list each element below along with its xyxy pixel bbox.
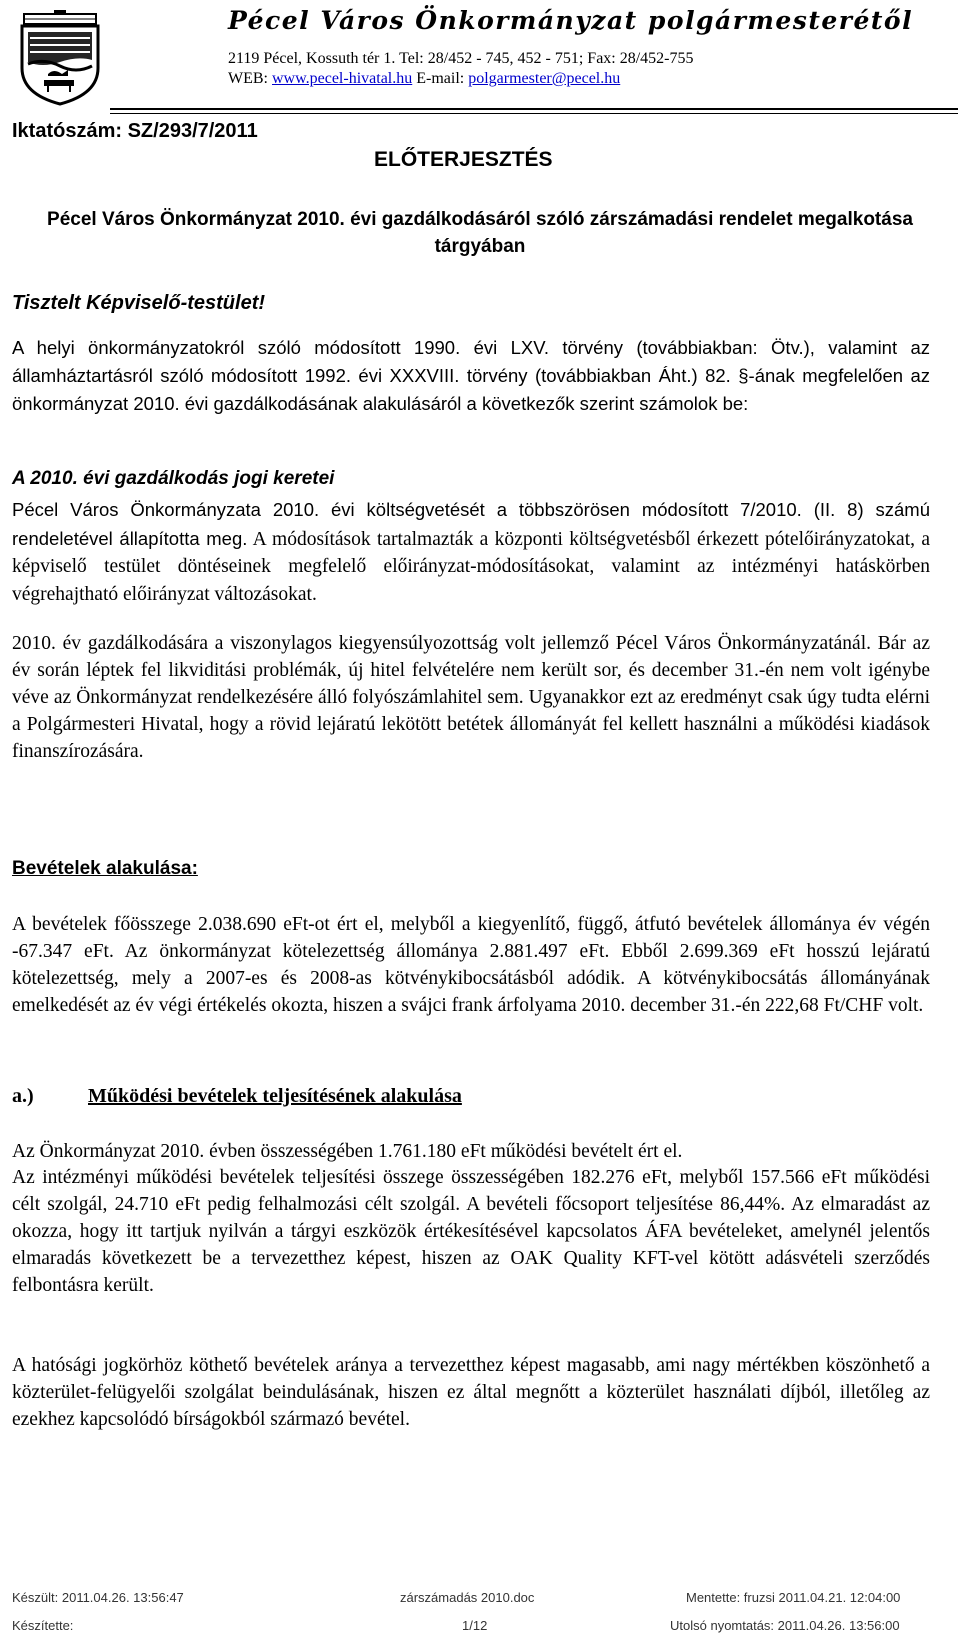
web-link[interactable]: www.pecel-hivatal.hu xyxy=(272,70,413,87)
footer-page-number: 1/12 xyxy=(462,1618,488,1633)
operating-revenue-total: Az Önkormányzat 2010. évben összességében 1.761.180 eFt működési bevételt ért el. xyxy=(12,1141,683,1162)
salutation: Tisztelt Képviselő-testület! xyxy=(12,292,266,314)
reference-number: Iktatószám: SZ/293/7/2011 xyxy=(12,120,258,142)
document-type: ELŐTERJESZTÉS xyxy=(374,148,553,171)
intro-paragraph: A helyi önkormányzatokról szóló módosított 1990. évi LXV. törvény (továbbiakban: Ötv.), valamint az államháztartásról szóló módosított 1992. évi XXXVIII. törvény (továbbiakban Áht.) 82. §-ának megfelelően az önkormányzat 2010. évi gazdálkodásának alakulásáról a következők szerint számolok be: xyxy=(12,337,930,414)
authority-revenue-paragraph: A hatósági jogkörhöz köthető bevételek aránya a tervezetthez képest magasabb, ami nagy mértékben köszönhető a közterület-felügyelői szolgálat beindulásának, hiszen ez által megnőtt a közterület használati díjból, illetőleg az ezekhez kapcsolódó bírságokból származó bevétel. xyxy=(12,1355,930,1430)
footer-saved-by: Mentette: fruzsi 2011.04.21. 12:04:00 xyxy=(686,1590,901,1605)
document-subject: Pécel Város Önkormányzat 2010. évi gazdálkodásáról szóló zárszámadási rendelet megalkotása tárgyában xyxy=(47,209,913,257)
header-divider xyxy=(110,108,958,110)
web-label: WEB: xyxy=(228,70,272,87)
footer-printed: Utolsó nyomtatás: 2011.04.26. 13:56:00 xyxy=(670,1618,900,1633)
header-address: 2119 Pécel, Kossuth tér 1. Tel: 28/452 - 745, 452 - 751; Fax: 28/452-755 xyxy=(228,50,694,67)
email-label: E-mail: xyxy=(412,70,469,87)
institutional-revenue-paragraph: Az intézményi működési bevételek teljesítési összege összességében 182.276 eFt, melyből 157.566 eFt működési célt szolgál, 24.710 eFt pedig felhalmozási célt szolgál. A bevételi főcsoport teljesítése 86,44%. Az elmaradást az okozza, hogy itt tartjuk nyilván a tárgyi eszközök értékesítésével kapcsolatos ÁFA bevételeket, amelynél jelentős elmaradás következett be a tervezetthez képest, hiszen az OAK Quality KFT-vel kötött adásvételi szerződés felbontásra került. xyxy=(12,1167,930,1296)
email-link[interactable]: polgarmester@pecel.hu xyxy=(468,70,621,87)
subsection-title: Működési bevételek teljesítésének alakulása xyxy=(88,1085,462,1107)
legal-paragraph xyxy=(12,496,930,608)
balance-paragraph: 2010. év gazdálkodására a viszonylagos kiegyensúlyozottság volt jellemző Pécel Város Önkormányzatánál. Bár az év során léptek fel likviditási problémák, új hitel felvételére nem került sor, és december 31.-én nem volt igénybe véve az Önkormányzat rendelkezésére álló folyószámlahitel sem. Ugyanakkor ezt az eredményt csak úgy tudta elérni a Polgármesteri Hivatal, hogy a rövid lejáratú lekötött betétek állományát fel kellett használni a működési kiadások finanszírozására. xyxy=(12,633,930,762)
header-divider-thin xyxy=(110,113,958,114)
legal-paragraph-sans: Pécel Város Önkormányzata 2010. évi költségvetését a többszörösen módosított 7/2010. (II. 8) számú rendeletével állapította meg. xyxy=(12,499,930,549)
subsection-label: a.) xyxy=(12,1085,34,1107)
legal-heading: A 2010. évi gazdálkodás jogi keretei xyxy=(12,468,335,489)
footer-author: Készítette: xyxy=(12,1618,74,1633)
header-title: Pécel Város Önkormányzat polgármesterétől xyxy=(228,6,914,35)
coat-of-arms-icon xyxy=(14,10,106,106)
header-contact xyxy=(228,70,620,88)
legal-paragraph-serif: A módosítások tartalmazták a központi költségvetésből érkezett pótelőirányzatokat, a képviselő testület döntéseinek megfelelő előirányzat-módosításokat, valamint az intézményi hatáskörben végrehajtható előirányzat változásokat. xyxy=(12,528,930,605)
footer-filename: zárszámadás 2010.doc xyxy=(400,1590,535,1605)
revenue-paragraph: A bevételek főösszege 2.038.690 eFt-ot ért el, melyből a kiegyenlítő, függő, átfutó bevételek állománya év végén -67.347 eFt. Az önkormányzat kötelezettség állománya 2.881.497 eFt. Ebből 2.699.369 eFt hosszú lejáratú kötelezettség, mely a 2007-es és 2008-as kötvénykibocsátásból adódik. A kötvénykibocsátás állományának emelkedését az év végi értékelés okozta, hiszen a svájci frank árfolyama 2010. december 31.-én 222,68 Ft/CHF volt. xyxy=(12,914,930,1016)
footer-created: Készült: 2011.04.26. 13:56:47 xyxy=(12,1590,184,1605)
revenue-heading: Bevételek alakulása: xyxy=(12,858,198,879)
